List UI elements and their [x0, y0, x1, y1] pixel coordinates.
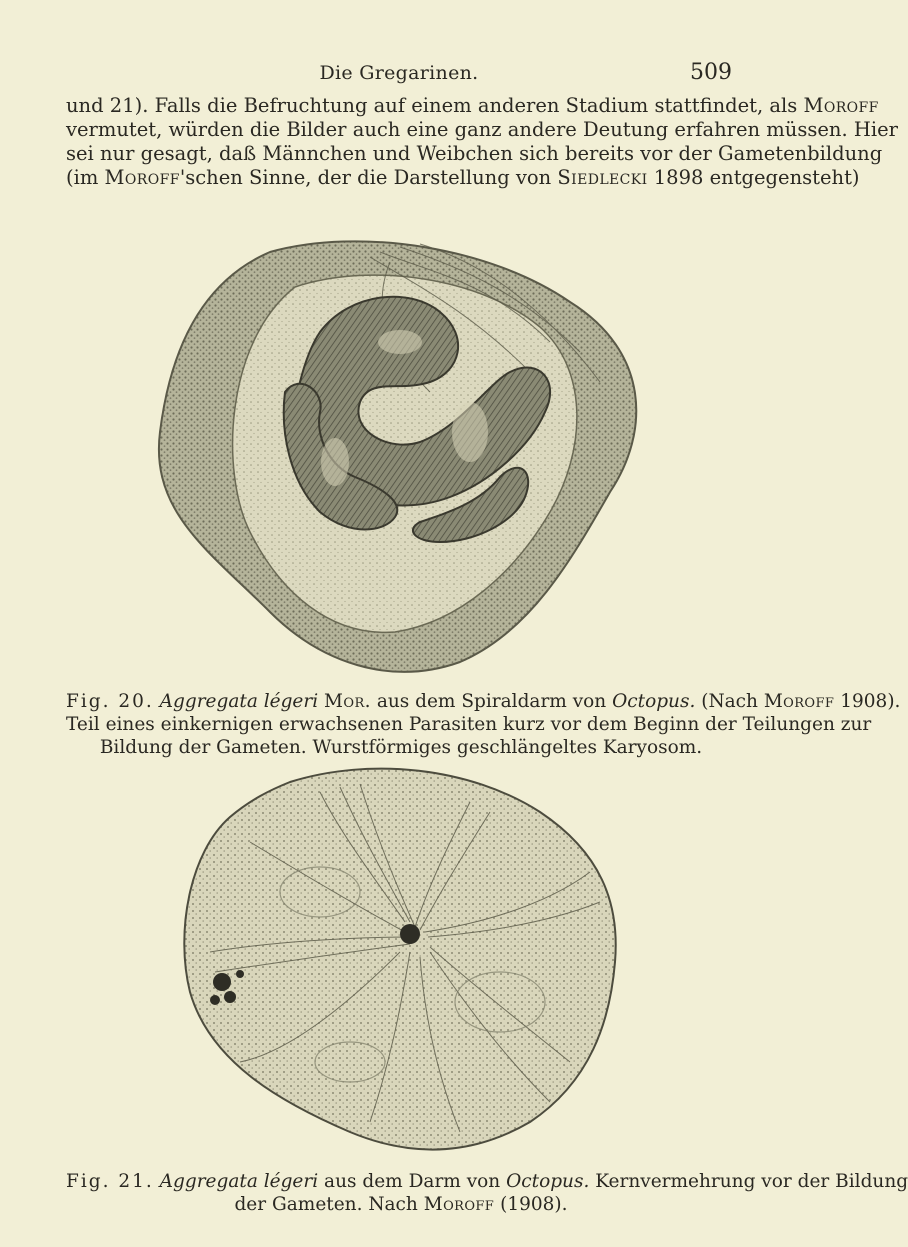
figure-21-illustration [170, 762, 630, 1157]
body-line-1: und 21). Falls die Befruchtung auf einem anderen Stadium stattfindet, als Moroff [66, 94, 879, 117]
body-line-2: vermutet, würden die Bilder auch eine ganz andere Deutung erfahren müssen. Hier [66, 118, 898, 141]
body-line-4: (im Moroff'schen Sinne, der die Darstellung von Siedlecki 1898 entgegensteht) [66, 166, 860, 189]
figure-20-caption [66, 690, 901, 759]
figure-20-illustration [130, 232, 660, 682]
caption-line-1: Fig. 20. Aggregata légeri Mor. aus dem Spiraldarm von Octopus. (Nach Moroff 1908). [66, 691, 901, 712]
reference-author: Moroff [423, 1194, 495, 1215]
host-name: Octopus. [506, 1171, 590, 1192]
author-name: Siedlecki [557, 166, 648, 189]
body-paragraph [66, 94, 898, 190]
caption-line-3: Bildung der Gameten. Wurstförmiges geschlängeltes Karyosom. [99, 737, 703, 758]
host-name: Octopus. [612, 691, 696, 712]
species-name: Aggregata légeri [159, 691, 319, 712]
running-header [66, 58, 732, 94]
figure-label: Fig. 21. [66, 1171, 154, 1192]
page-number: 509 [690, 60, 732, 85]
reference-author: Moroff [763, 691, 835, 712]
species-name: Aggregata légeri [159, 1171, 319, 1192]
author-name: Moroff [104, 166, 180, 189]
running-title: Die Gregarinen. [319, 62, 479, 84]
body-line-3: sei nur gesagt, daß Männchen und Weibchen sich bereits vor der Gametenbildung [66, 142, 883, 165]
figure-label: Fig. 20. [66, 691, 154, 712]
caption-line-2: der Gameten. Nach Moroff (1908). [234, 1194, 568, 1215]
caption-line-1: Fig. 21. Aggregata légeri aus dem Darm von Octopus. Kernvermehrung vor der Bildung [66, 1171, 908, 1192]
caption-line-2: Teil eines einkernigen erwachsenen Parasiten kurz vor dem Beginn der Teilungen zur [66, 714, 872, 735]
author-name: Moroff [803, 94, 879, 117]
species-author: Mor. [324, 691, 371, 712]
figure-21-caption [66, 1170, 908, 1216]
